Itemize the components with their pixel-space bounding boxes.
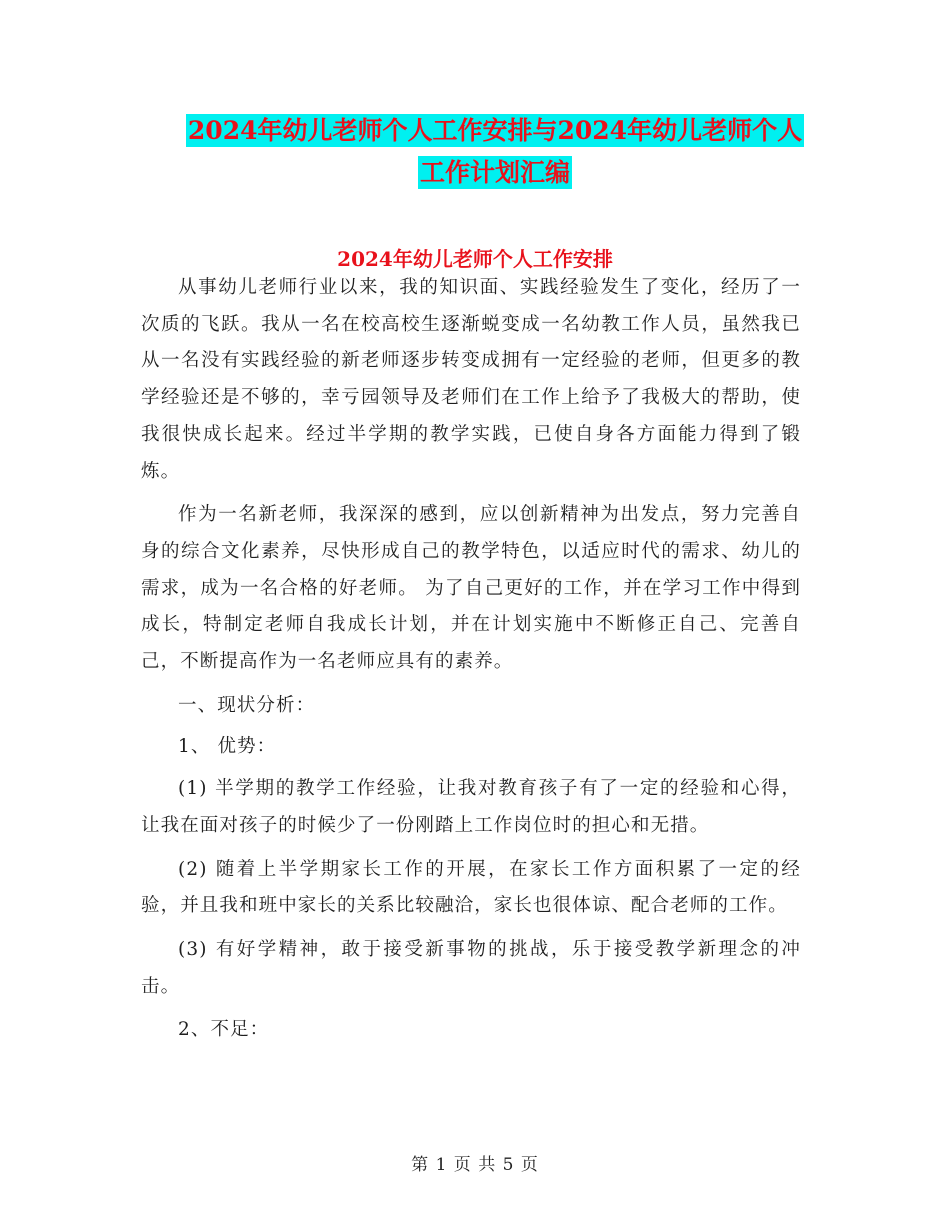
document-title-line-2: 工作计划汇编 <box>419 158 570 187</box>
document-title-line-1: 2024年幼儿老师个人工作安排与2024年幼儿老师个人 <box>187 116 803 145</box>
heading-status-analysis: 一、现状分析： <box>178 694 316 716</box>
paragraph-strength-2: (2) 随着上半学期家长工作的开展，在家长工作方面积累了一定的经验，并且我和班中家长的关系比较融洽，家长也很体谅、配合老师的工作。 <box>141 858 801 917</box>
paragraph-intro: 从事幼儿老师行业以来，我的知识面、实践经验发生了变化，经历了一次质的飞跃。我从一名在校高校生逐渐蜕变成一名幼教工作人员，虽然我已从一名没有实践经验的新老师逐步转变成拥有一定经验的老师，但更多的教学经验还是不够的，幸亏园领导及老师们在工作上给予了我极大的帮助，使我很快成长起来。经过半学期的教学实践，已使自身各方面能力得到了锻炼。 <box>141 277 801 482</box>
paragraph-strength-3: (3) 有好学精神，敢于接受新事物的挑战，乐于接受教学新理念的冲击。 <box>141 938 801 997</box>
heading-weaknesses: 2、不足： <box>178 1019 270 1041</box>
heading-strengths: 1、 优势： <box>178 736 277 758</box>
paragraph-strength-1: (1) 半学期的教学工作经验，让我对教育孩子有了一定的经验和心得，让我在面对孩子的时候少了一份刚踏上工作岗位时的担心和无措。 <box>141 778 801 836</box>
paragraph-goals: 作为一名新老师，我深深的感到，应以创新精神为出发点，努力完善自身的综合文化素养，尽快形成自己的教学特色，以适应时代的需求、幼儿的需求，成为一名合格的好老师。 为了自己更好的工作，并在学习工作中得到成长，特制定老师自我成长计划，并在计划实施中不断修正自己、完善自己，不断提高作为一名老师应具有的素养。 <box>141 504 801 673</box>
document-body <box>141 270 801 1054</box>
page-footer: 第 1 页 共 5 页 <box>411 1155 539 1175</box>
section-title: 2024年幼儿老师个人工作安排 <box>337 247 613 271</box>
document-title <box>140 110 850 194</box>
